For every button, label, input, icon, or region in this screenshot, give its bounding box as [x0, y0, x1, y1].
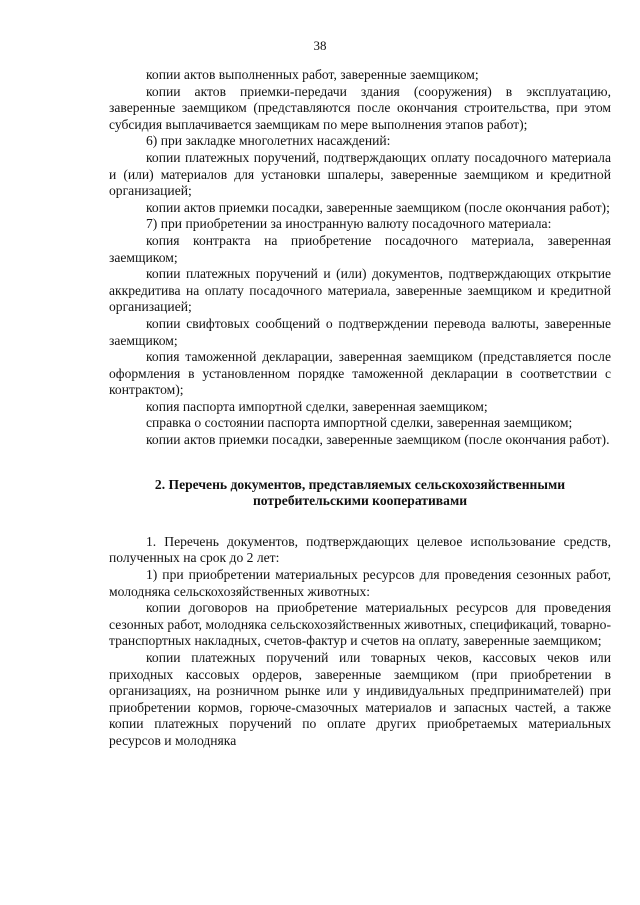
paragraph: копии актов приемки посадки, заверенные заемщиком (после окончания работ).: [146, 432, 610, 448]
paragraph: копия паспорта импортной сделки, заверенная заемщиком;: [146, 398, 488, 414]
paragraph: копии платежных поручений и (или) документов, подтверждающих открытие аккредитива на оплату посадочного материала, заверенные заемщиком и кредитной организацией;: [109, 266, 611, 315]
paragraph: копия контракта на приобретение посадочного материала, заверенная заемщиком;: [109, 232, 611, 265]
section-heading-line-2: потребительскими кооперативами: [252, 493, 468, 509]
paragraph: копия таможенной декларации, заверенная заемщиком (представляется после оформления в установленном порядке таможенной декларации в соответствии с контрактом);: [109, 349, 611, 398]
paragraph: 1) при приобретении материальных ресурсов для проведения сезонных работ, молодняка сельскохозяйственных животных:: [109, 567, 611, 599]
paragraph: справка о состоянии паспорта импортной сделки, заверенная заемщиком;: [146, 415, 573, 431]
paragraph: копии актов приемки посадки, заверенные заемщиком (после окончания работ);: [146, 199, 610, 215]
paragraph: копии свифтовых сообщений о подтверждении перевода валюты, заверенные заемщиком;: [109, 315, 611, 348]
section-heading: [109, 477, 611, 510]
paragraph: 6) при закладке многолетних насаждений:: [146, 133, 391, 149]
paragraph: копии актов выполненных работ, заверенные заемщиком;: [146, 67, 479, 82]
paragraph: копии платежных поручений или товарных чеков, кассовых чеков или приходных кассовых ордеров, заверенные заемщиком (при приобретении в организациях, на розничном рынке или у индивидуальных предпринимателей) при приобретении кормов, горюче-смазочных материалов и запасных частей, а также копии платежных поручений по оплате других приобретаемых материальных ресурсов и молодняка: [109, 650, 611, 748]
page-number: 38: [313, 38, 327, 53]
paragraph: копии платежных поручений, подтверждающих оплату посадочного материала и (или) материалов для установки шпалеры, заверенные заемщиком и кредитной организацией;: [109, 149, 611, 199]
paragraph: 1. Перечень документов, подтверждающих целевое использование средств, полученных на срок до 2 лет:: [109, 533, 611, 566]
paragraph: копии договоров на приобретение материальных ресурсов для проведения сезонных работ, молодняка сельскохозяйственных животных, спецификаций, товарно-транспортных накладных, счетов-фактур и счетов на оплату, заверенные заемщиком;: [109, 600, 611, 649]
paragraph: копии актов приемки-передачи здания (сооружения) в эксплуатацию, заверенные заемщиком (представляются после окончания строительства, при этом субсидия выплачивается заемщикам по мере выполнения этапов работ);: [109, 83, 611, 132]
paragraph: 7) при приобретении за иностранную валюту посадочного материала:: [146, 216, 552, 232]
document-body: [109, 67, 611, 750]
section-heading-line-1: 2. Перечень документов, представляемых сельскохозяйственными: [154, 476, 566, 492]
